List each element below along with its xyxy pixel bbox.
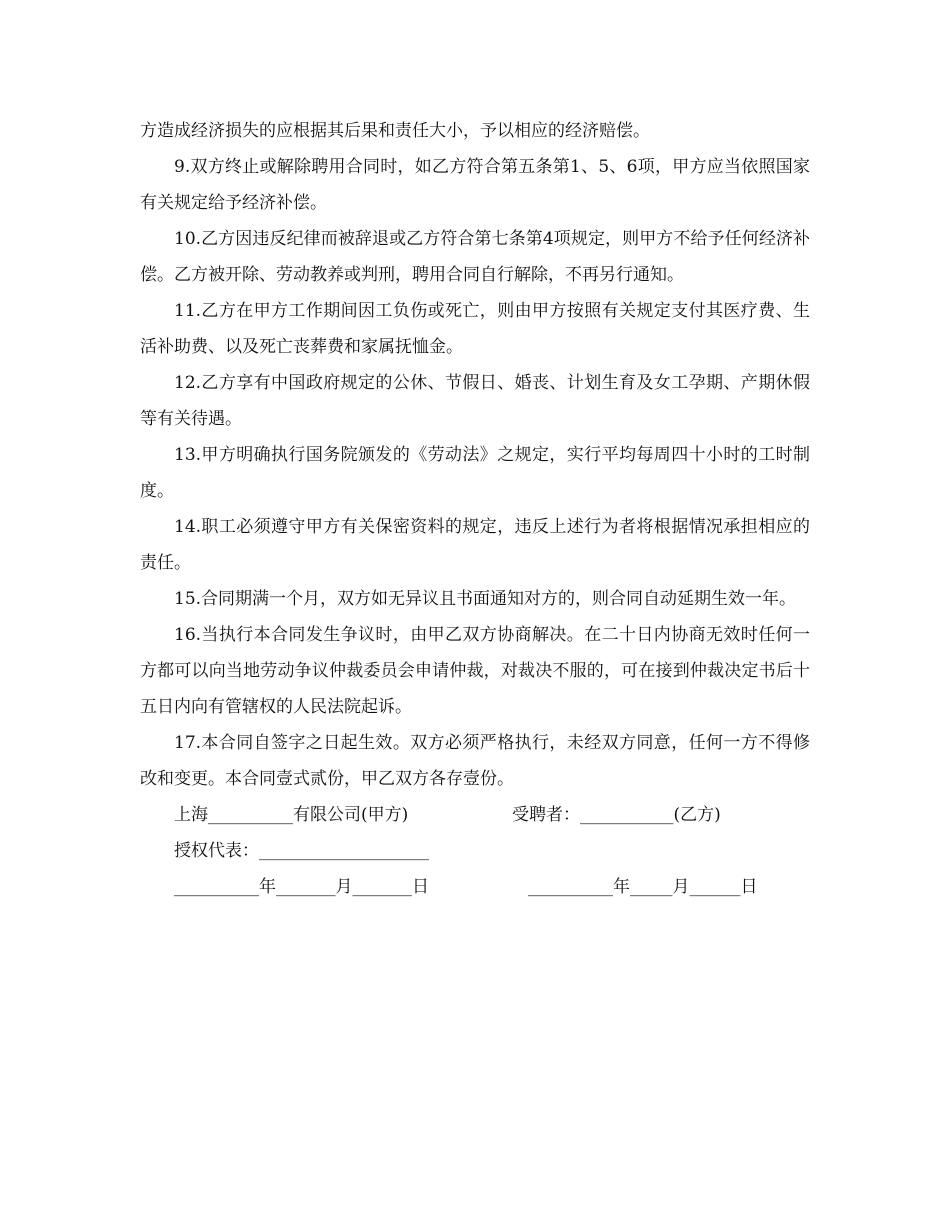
clause-9: 9.双方终止或解除聘用合同时，如乙方符合第五条第1、5、6项，甲方应当依照国家有关规定给予经济补偿。 <box>140 157 810 213</box>
party-b-signature: 受聘者：___________(乙方) <box>512 805 721 825</box>
clause-15: 15.合同期满一个月，双方如无异议且书面通知对方的，则合同自动延期生效一年。 <box>174 589 797 609</box>
party-b-date: __________年_____月______日 <box>528 877 758 897</box>
clause-14: 14.职工必须遵守甲方有关保密资料的规定，违反上述行为者将根据情况承担相应的责任。 <box>140 517 810 573</box>
date-row <box>140 869 810 905</box>
clause-11: 11.乙方在甲方工作期间因工负伤或死亡，则由甲方按照有关规定支付其医疗费、生活补助费、以及死亡丧葬费和家属抚恤金。 <box>140 301 810 357</box>
representative-row <box>140 833 810 869</box>
clause-12: 12.乙方享有中国政府规定的公休、节假日、婚丧、计划生育及女工孕期、产期休假等有关待遇。 <box>140 373 810 429</box>
clause-16: 16.当执行本合同发生争议时，由甲乙双方协商解决。在二十日内协商无效时任何一方都可以向当地劳动争议仲裁委员会申请仲裁，对裁决不服的，可在接到仲裁决定书后十五日内向有管辖权的人民法院起诉。 <box>140 625 810 717</box>
clause-17: 17.本合同自签字之日起生效。双方必须严格执行，未经双方同意，任何一方不得修改和变更。本合同壹式贰份，甲乙双方各存壹份。 <box>140 733 810 789</box>
clause-13: 13.甲方明确执行国务院颁发的《劳动法》之规定，实行平均每周四十小时的工时制度。 <box>140 445 810 501</box>
party-a-signature: 上海__________有限公司(甲方) <box>174 805 409 825</box>
contract-body <box>140 113 810 905</box>
paragraph-continuation: 方造成经济损失的应根据其后果和责任大小，予以相应的经济赔偿。 <box>140 121 650 141</box>
signature-block <box>140 797 810 905</box>
authorized-representative: 授权代表：____________________ <box>174 841 429 861</box>
party-a-date: __________年_______月_______日 <box>174 877 429 897</box>
clause-10: 10.乙方因违反纪律而被辞退或乙方符合第七条第4项规定，则甲方不给予任何经济补偿。乙方被开除、劳动教养或判刑，聘用合同自行解除，不再另行通知。 <box>140 229 810 285</box>
signature-parties-row <box>140 797 810 833</box>
